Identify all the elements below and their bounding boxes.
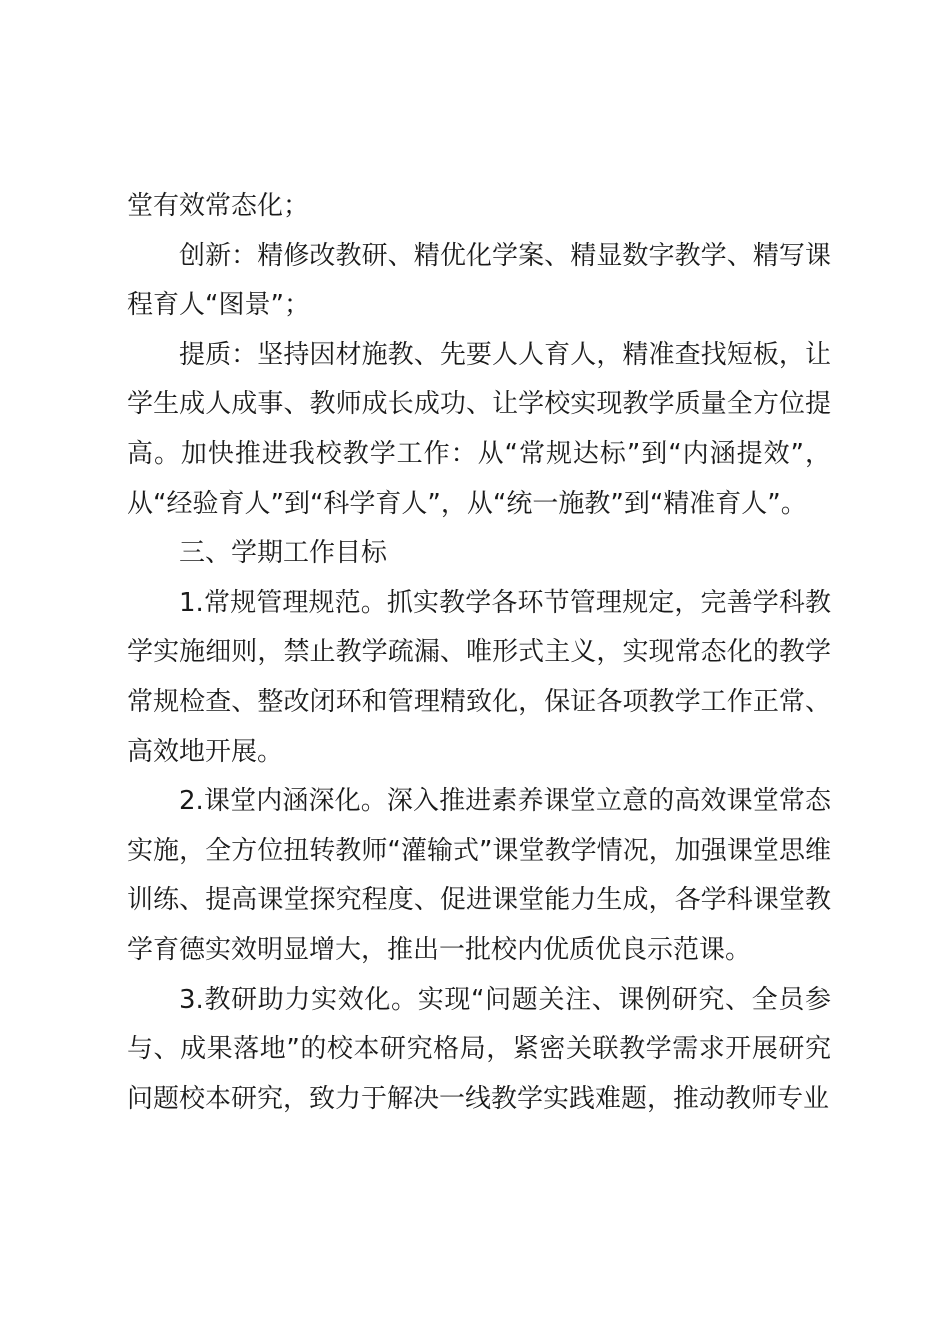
paragraph-innovation: 创新：精修改教研、精优化学案、精显数字教学、精写课程育人“图景”； [127,240,831,321]
paragraph-continuation: 堂有效常态化； [127,191,310,221]
paragraph-quality: 提质：坚持因材施教、先要人人育人，精准查找短板，让学生成人成事、教师成长成功、让学校实现教学质量全方位提高。加快推进我校教学工作：从“常规达标”到“内涵提效”，从“经验育人”到“科学育人”，从“统一施教”到“精准育人”。 [127,339,831,519]
paragraph-goal-1: 1.常规管理规范。抓实教学各环节管理规定，完善学科教学实施细则，禁止教学疏漏、唯形式主义，实现常态化的教学常规检查、整改闭环和管理精致化，保证各项教学工作正常、高效地开展。 [127,587,831,767]
paragraph-goal-3: 3.教研助力实效化。实现“问题关注、课例研究、全员参与、成果落地”的校本研究格局，紧密关联教学需求开展研究问题校本研究，致力于解决一线教学实践难题，推动教师专业 [127,984,831,1114]
paragraph-goal-2: 2.课堂内涵深化。深入推进素养课堂立意的高效课堂常态实施，全方位扭转教师“灌输式”课堂教学情况，加强课堂思维训练、提高课堂探究程度、促进课堂能力生成，各学科课堂教学育德实效明显增大，推出一批校内优质优良示范课。 [127,786,831,965]
section-heading-goals: 三、学期工作目标 [179,538,388,569]
document-body [127,182,831,1124]
